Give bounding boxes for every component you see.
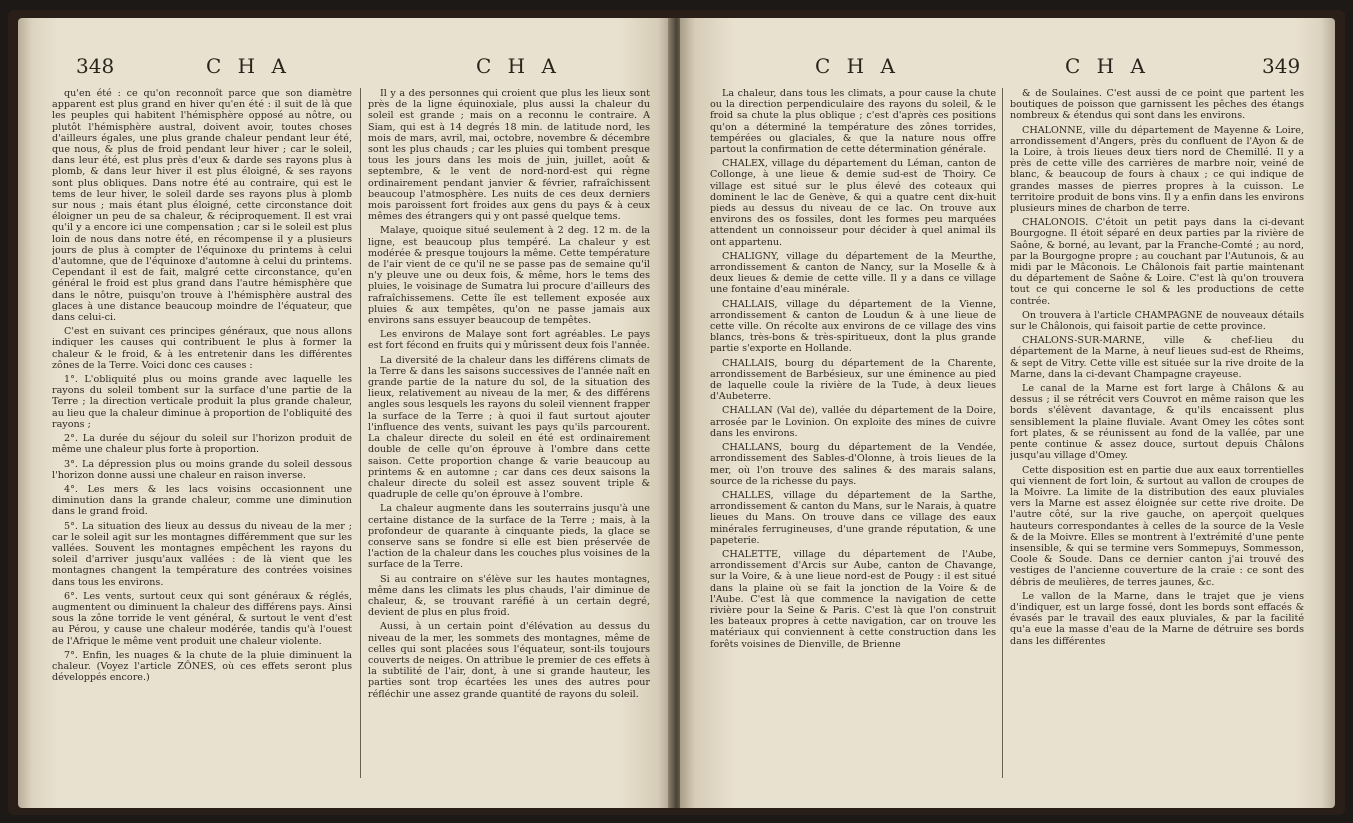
left-page-number: 348 (76, 54, 115, 78)
paragraph: C'est en suivant ces principes généraux, que nous allons indiquer les causes qui contribuent le plus à former la chaleur & le froid, & à les entretenir dans les différentes zônes de la Terre. Voici donc ces causes : (52, 326, 352, 371)
right-page-header (680, 54, 1335, 82)
paragraph: Le canal de la Marne est fort large à Châlons & au dessus ; il se rétrécit vers Couvrot en même raison que les bords s'élèvent davantage, & qu'ils encaissent plus sensiblement la plaine fluviale. Avant Omey les côtes sont fort plates, & se réunissent au fond de la vallée, par une pente continue & assez douce, surtout depuis Châlons jusqu'au village d'Omey. (1010, 383, 1304, 462)
left-header-right-word: C H A (476, 54, 561, 78)
left-page-header (18, 54, 673, 82)
open-book (8, 10, 1345, 815)
paragraph: CHALETTE, village du département de l'Aube, arrondissement d'Arcis sur Aube, canton de Chavange, sur la Voire, & à une lieue nord-est de Pougy : il est situé dans la plaine où se fait la jonction de la Voire & de l'Aube. C'est là que commence la navigation de cette rivière pour la Seine & Paris. C'est là que l'on construit les bateaux propres à cette navigation, car on trouve les matériaux qui conviennent à cette construction dans les forêts voisines de Dienville, de Brienne (710, 548, 996, 650)
right-page-column-rule (1002, 88, 1003, 778)
right-page-column-1 (710, 88, 996, 788)
paragraph: Malaye, quoique situé seulement à 2 deg. 12 m. de la ligne, est beaucoup plus tempéré. La chaleur y est modérée & presque toujours la même. Cette température de l'air vient de ce qu'il ne se passe pas de semaine qu'il n'y pleuve une ou deux fois, & même, hors le tems des pluies, le voisinage de Sumatra lui procure d'ailleurs des rafraîchissemens. Cette île est tellement exposée aux pluies & aux tempêtes, qu'on ne passe jamais aux environs sans essuyer beaucoup de tempêtes. (368, 225, 650, 327)
paragraph: Cette disposition est en partie due aux eaux torrentielles qui viennent de fort loin, & surtout au vallon de croupes de la Moivre. La limite de la distribution des eaux pluviales vers la Marne est assez éloignée sur cette rive droite. De l'autre côté, sur la rive gauche, on aperçoit quelques hauteurs correspondantes à celles de la source de la Vesle & de la Moivre. Elles se montrent à l'extrémité d'une pente insensible, & qui se termine vers Sommepuys, Sommesson, Coole & Soude. Dans ce dernier canton j'ai trouvé des vestiges de l'ancienne couverture de la craie : ce sont des débris de meulières, de terres jaunes, &c. (1010, 464, 1304, 588)
paragraph: CHALEX, village du département du Léman, canton de Collonge, à une lieue & demie sud-est de Thoiry. Ce village est situé sur le plus élevé des coteaux qui dominent le lac de Genève, & qui a quatre cent dix-huit pieds au dessus du niveau de ce lac. On trouve aux environs des os fossiles, dont les formes peu marquées attendent un connoisseur pour décider à quel animal ils ont appartenu. (710, 158, 996, 248)
left-page-column-1 (52, 88, 352, 788)
left-header-left-word: C H A (206, 54, 291, 78)
paragraph: CHALLAN (Val de), vallée du département de la Doire, arrosée par le Lovinion. On exploite des mines de cuivre dans les environs. (710, 405, 996, 439)
paragraph: 2°. La durée du séjour du soleil sur l'horizon produit de même une chaleur plus forte à proportion. (52, 433, 352, 456)
paragraph: CHALLANS, bourg du département de la Vendée, arrondissement des Sables-d'Olonne, à trois lieues de la mer, où l'on trouve des salines & des marais salans, source de la richesse du pays. (710, 442, 996, 487)
paragraph: CHALLAIS, bourg du département de la Charente, arrondissement de Barbésieux, sur une éminence au pied de laquelle coule la rivière de la Tude, à deux lieues d'Aubeterre. (710, 357, 996, 403)
paragraph: CHALONNE, ville du département de Mayenne & Loire, arrondissement d'Angers, près du confluent de l'Ayon & de la Loire, à trois lieues deux tiers nord de Chemillé. Il y a près de cette ville des carrières de marbre noir, veiné de blanc, & beaucoup de fours à chaux ; ce qui indique de grandes masses de pierres propres à la cuisson. Le territoire produit de bons vins. Il y a enfin dans les environs plusieurs mines de charbon de terre. (1010, 124, 1304, 215)
paragraph: CHALIGNY, village du département de la Meurthe, arrondissement & canton de Nancy, sur la Moselle & à deux lieues & demie de cette ville. Il y a dans ce village une fontaine d'eau minérale. (710, 250, 996, 296)
paragraph: CHALONOIS. C'étoit un petit pays dans la ci-devant Bourgogne. Il étoit séparé en deux parties par la rivière de Saône, & borné, au levant, par la Franche-Comté ; au nord, par la Bourgogne propre ; au couchant par l'Autunois, & au midi par le Mâconois. Le Châlonois fait partie maintenant du département de Saône & Loire. C'est là qu'on trouvera tout ce qui concerne le sol & les productions de cette contrée. (1010, 217, 1304, 307)
paragraph: Si au contraire on s'élève sur les hautes montagnes, même dans les climats les plus chauds, l'air diminue de chaleur, &, se trouvant raréfié à un certain degré, devient de plus en plus froid. (368, 573, 650, 619)
right-page-column-2 (1010, 88, 1304, 788)
paragraph: On trouvera à l'article CHAMPAGNE de nouveaux détails sur le Châlonois, qui faisoit partie de cette province. (1010, 309, 1304, 333)
paragraph: Aussi, à un certain point d'élévation au dessus du niveau de la mer, les sommets des montagnes, même de celles qui sont placées sous l'équateur, sont-ils toujours couverts de neiges. On attribue le premier de ces effets à la subtilité de l'air, dont, à une si grande hauteur, les parties sont trop écartées les unes des autres pour réfléchir une assez grande quantité de rayons du soleil. (368, 621, 650, 700)
left-page-column-2 (368, 88, 650, 788)
paragraph: qu'en été : ce qu'on reconnoît parce que son diamètre apparent est plus grand en hiver qu'en été : il suit de là que les peuples qui habitent l'hémisphère opposé au nôtre, ou plutôt l'hémisphère austral, doivent avoir, toutes choses d'ailleurs égales, une plus grande chaleur pendant leur été, que nous, & plus de froid pendant leur hiver ; car le soleil, dans leur été, est plus près d'eux & darde ses rayons plus à plomb, & dans leur hiver il est plus éloigné, & ses rayons sont plus obliques. Dans notre été au contraire, qui est le tems de leur hiver, le soleil darde ses rayons plus à plomb sur nous ; mais étant plus éloigné, cette circonstance doit éloigner un peu de sa chaleur, & réciproquement. Il est vrai qu'il y a encore ici une compensation ; car si le soleil est plus loin de nous dans notre été, en récompense il y a plusieurs jours de plus à compter de l'équinoxe du printems à celui d'automne, que de l'équinoxe d'automne à celui du printems. Cependant il est de fait, malgré cette circonstance, qu'en général le froid est plus grand dans l'autre hémisphère que dans le nôtre, puisqu'on trouve à l'hémisphère austral des glaces à une distance beaucoup moindre de l'équateur, que dans celui-ci. (52, 88, 352, 324)
paragraph: 6°. Les vents, surtout ceux qui sont généraux & réglés, augmentent ou diminuent la chaleur des différens pays. Ainsi sous la zône torride le vent général, & surtout le vent d'est au Pérou, y cause une chaleur modérée, tandis qu'à l'ouest de l'Afrique le même vent produit une chaleur violente. (52, 590, 352, 647)
right-header-left-word: C H A (815, 54, 900, 78)
paragraph: Le vallon de la Marne, dans le trajet que je viens d'indiquer, est un large fossé, dont les bords sont effacés & évasés par le travail des eaux pluviales, & par la facilité qu'a eue la masse d'eau de la Marne de détruire ses bords dans les différentes (1010, 590, 1304, 647)
left-page-column-rule (360, 88, 361, 778)
paragraph: Il y a des personnes qui croient que plus les lieux sont près de la ligne équinoxiale, plus aussi la chaleur du soleil est grande ; mais on a reconnu le contraire. A Siam, qui est à 14 degrés 18 min. de latitude nord, les mois de mars, avril, mai, octobre, novembre & décembre sont les plus chauds ; car les pluies qui tombent presque tous les jours dans les mois de juin, juillet, août & septembre, & le vent de nord-nord-est qui règne ordinairement pendant janvier & février, rafraîchissent beaucoup l'atmosphère. Les nuits de ces deux derniers mois paroissent fort froides aux gens du pays & à ceux mêmes des étrangers qui y ont passé quelque tems. (368, 88, 650, 223)
paragraph: & de Soulaines. C'est aussi de ce point que partent les boutiques de poisson que garnissent les pêches des étangs nombreux & étendus qui sont dans les environs. (1010, 88, 1304, 122)
paragraph: Les environs de Malaye sont fort agréables. Le pays est fort fécond en fruits qui y mûrissent deux fois l'année. (368, 329, 650, 352)
right-header-right-word: C H A (1065, 54, 1150, 78)
paragraph: 7°. Enfin, les nuages & la chute de la pluie diminuent la chaleur. (Voyez l'article ZÔNES, où ces effets seront plus développés encore.) (52, 649, 352, 684)
paragraph: La chaleur, dans tous les climats, a pour cause la chute ou la direction perpendiculaire des rayons du soleil, & le froid sa chute la plus oblique ; c'est d'après ces positions qu'on a déterminé la température des zônes torrides, tempérées ou glaciales, & que la nature nous offre partout la confirmation de cette détermination générale. (710, 88, 996, 156)
paragraph: 3°. La dépression plus ou moins grande du soleil dessous l'horizon donne aussi une chaleur en raison inverse. (52, 458, 352, 481)
right-page (680, 18, 1335, 808)
paragraph: CHALONS-SUR-MARNE, ville & chef-lieu du département de la Marne, à neuf lieues sud-est de Rheims, & sept de Vitry. Cette ville est située sur la rive droite de la Marne, dans la ci-devant Champagne crayeuse. (1010, 335, 1304, 380)
paragraph: CHALLES, village du département de la Sarthe, arrondissement & canton du Mans, sur le Narais, à quatre lieues du Mans. On trouve dans ce village des eaux minérales ferrugineuses, d'une grande réputation, & une papeterie. (710, 489, 996, 546)
paragraph: La diversité de la chaleur dans les différens climats de la Terre & dans les saisons successives de l'année naît en grande partie de la nature du sol, de la situation des lieux, relativement au niveau de la mer, & des différens angles sous lesquels les rayons du soleil viennent frapper la surface de la Terre ; à quoi il faut surtout ajouter l'influence des vents, suivant les pays qu'ils parcourent. La chaleur directe du soleil en été est ordinairement double de celle qu'on éprouve à l'ombre dans cette saison. Cette proportion change & varie beaucoup au printems & en automne ; car dans ces deux saisons la chaleur directe du soleil est assez souvent triple & quadruple de celle qu'on éprouve à l'ombre. (368, 354, 650, 501)
paragraph: 5°. La situation des lieux au dessus du niveau de la mer ; car le soleil agit sur les montagnes différemment que sur les vallées. Souvent les montagnes empêchent les rayons du soleil d'arriver jusqu'aux vallées : de là vient que les montagnes changent la température des contrées voisines dans tous les environs. (52, 520, 352, 588)
left-page (18, 18, 673, 808)
paragraph: 4°. Les mers & les lacs voisins occasionnent une diminution dans la grande chaleur, comme une diminution dans le grand froid. (52, 483, 352, 518)
paragraph: 1°. L'obliquité plus ou moins grande avec laquelle les rayons du soleil tombent sur la surface d'une partie de la Terre ; la direction verticale produit la plus grande chaleur, au lieu que la chaleur diminue à proportion de l'obliquité des rayons ; (52, 374, 352, 430)
right-page-number: 349 (1262, 54, 1301, 78)
paragraph: La chaleur augmente dans les souterrains jusqu'à une certaine distance de la surface de la Terre ; mais, à la profondeur de quarante à cinquante pieds, la glace se conserve sans se fondre si elle est bien préservée de l'action de la chaleur dans les couches plus voisines de la surface de la Terre. (368, 503, 650, 571)
paragraph: CHALLAIS, village du département de la Vienne, arrondissement & canton de Loudun & à une lieue de cette ville. On récolte aux environs de ce village des vins blancs, très-bons & très-spiritueux, dont la plus grande partie s'exporte en Hollande. (710, 298, 996, 355)
